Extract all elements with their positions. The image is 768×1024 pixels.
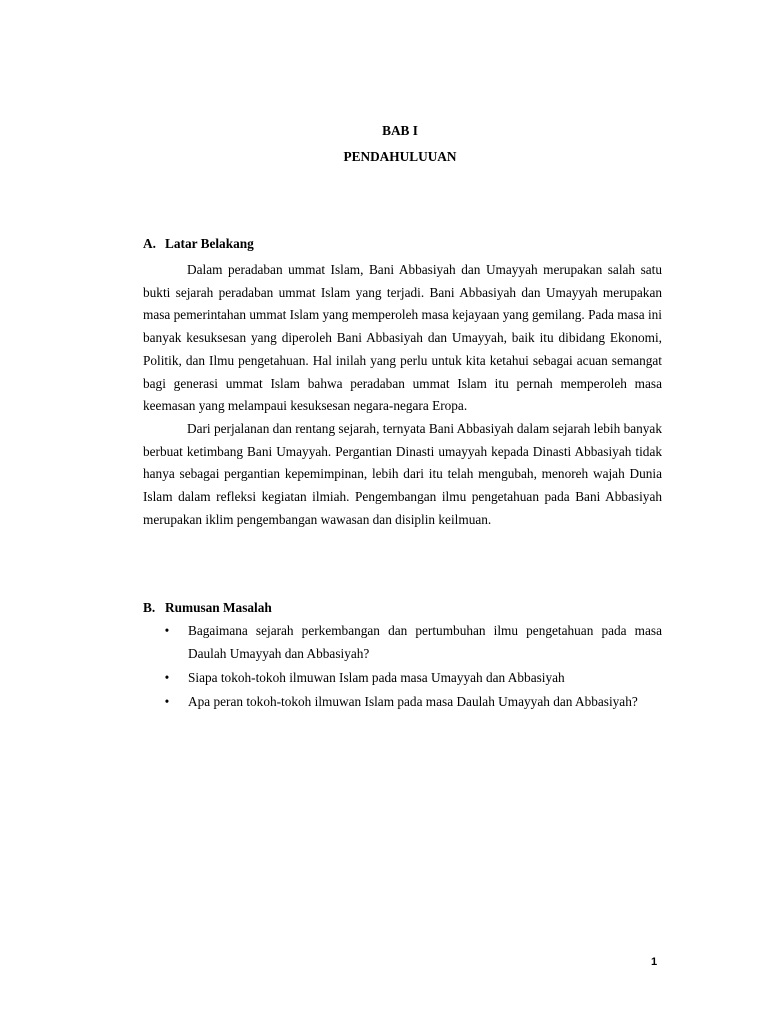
section-a-body [143, 259, 662, 531]
list-item [143, 691, 662, 714]
chapter-title: PENDAHULUUAN [343, 149, 457, 164]
list-item-text: Bagaimana sejarah perkembangan dan pertumbuhan ilmu pengetahuan pada masa Daulah Umayyah dan Abbasiyah? [188, 623, 662, 661]
section-a-title: Latar Belakang [165, 236, 254, 251]
section-a-letter: A. [143, 236, 156, 251]
list-item-text: Siapa tokoh-tokoh ilmuwan Islam pada masa Umayyah dan Abbasiyah [188, 670, 565, 685]
bullet-icon: • [164, 623, 170, 638]
section-b-title: Rumusan Masalah [165, 600, 272, 615]
list-item-text: Apa peran tokoh-tokoh ilmuwan Islam pada masa Daulah Umayyah dan Abbasiyah? [188, 694, 638, 710]
list-item [143, 620, 662, 665]
problem-list [143, 620, 662, 716]
list-item [143, 667, 662, 690]
section-b-heading [143, 600, 272, 616]
chapter-number: BAB I [382, 123, 418, 138]
page-number: 1 [651, 956, 658, 968]
bullet-icon: • [164, 670, 170, 685]
bullet-icon: • [164, 694, 170, 710]
paragraph: Dari perjalanan dan rentang sejarah, ternyata Bani Abbasiyah dalam sejarah lebih banyak berbuat ketimbang Bani Umayyah. Pergantian Dinasti umayyah kepada Dinasti Abbasiyah tidak hanya sebagai pergantian kepemimpinan, lebih dari itu telah mengubah, menoreh wajah Dunia Islam dalam refleksi kegiatan ilmiah. Pengembangan ilmu pengetahuan pada Bani Abbasiyah merupakan iklim pengembangan wawasan dan disiplin keilmuan. [143, 420, 662, 527]
section-a-heading [143, 236, 254, 252]
section-b-letter: B. [143, 600, 156, 615]
paragraph: Dalam peradaban ummat Islam, Bani Abbasiyah dan Umayyah merupakan salah satu bukti sejarah peradaban ummat Islam yang terjadi. Bani Abbasiyah dan Umayyah merupakan masa pemerintahan ummat Islam yang memperoleh masa kejayaan yang gemilang. Pada masa ini banyak kesuksesan yang diperoleh Bani Abbasiyah dan Umayyah, baik itu dibidang Ekonomi, Politik, dan Ilmu pengetahuan. Hal inilah yang perlu untuk kita ketahui sebagai acuan semangat bagi generasi ummat Islam bahwa peradaban ummat Islam itu pernah memperoleh masa keemasan yang melampaui kesuksesan negara-negara Eropa. [143, 262, 662, 414]
